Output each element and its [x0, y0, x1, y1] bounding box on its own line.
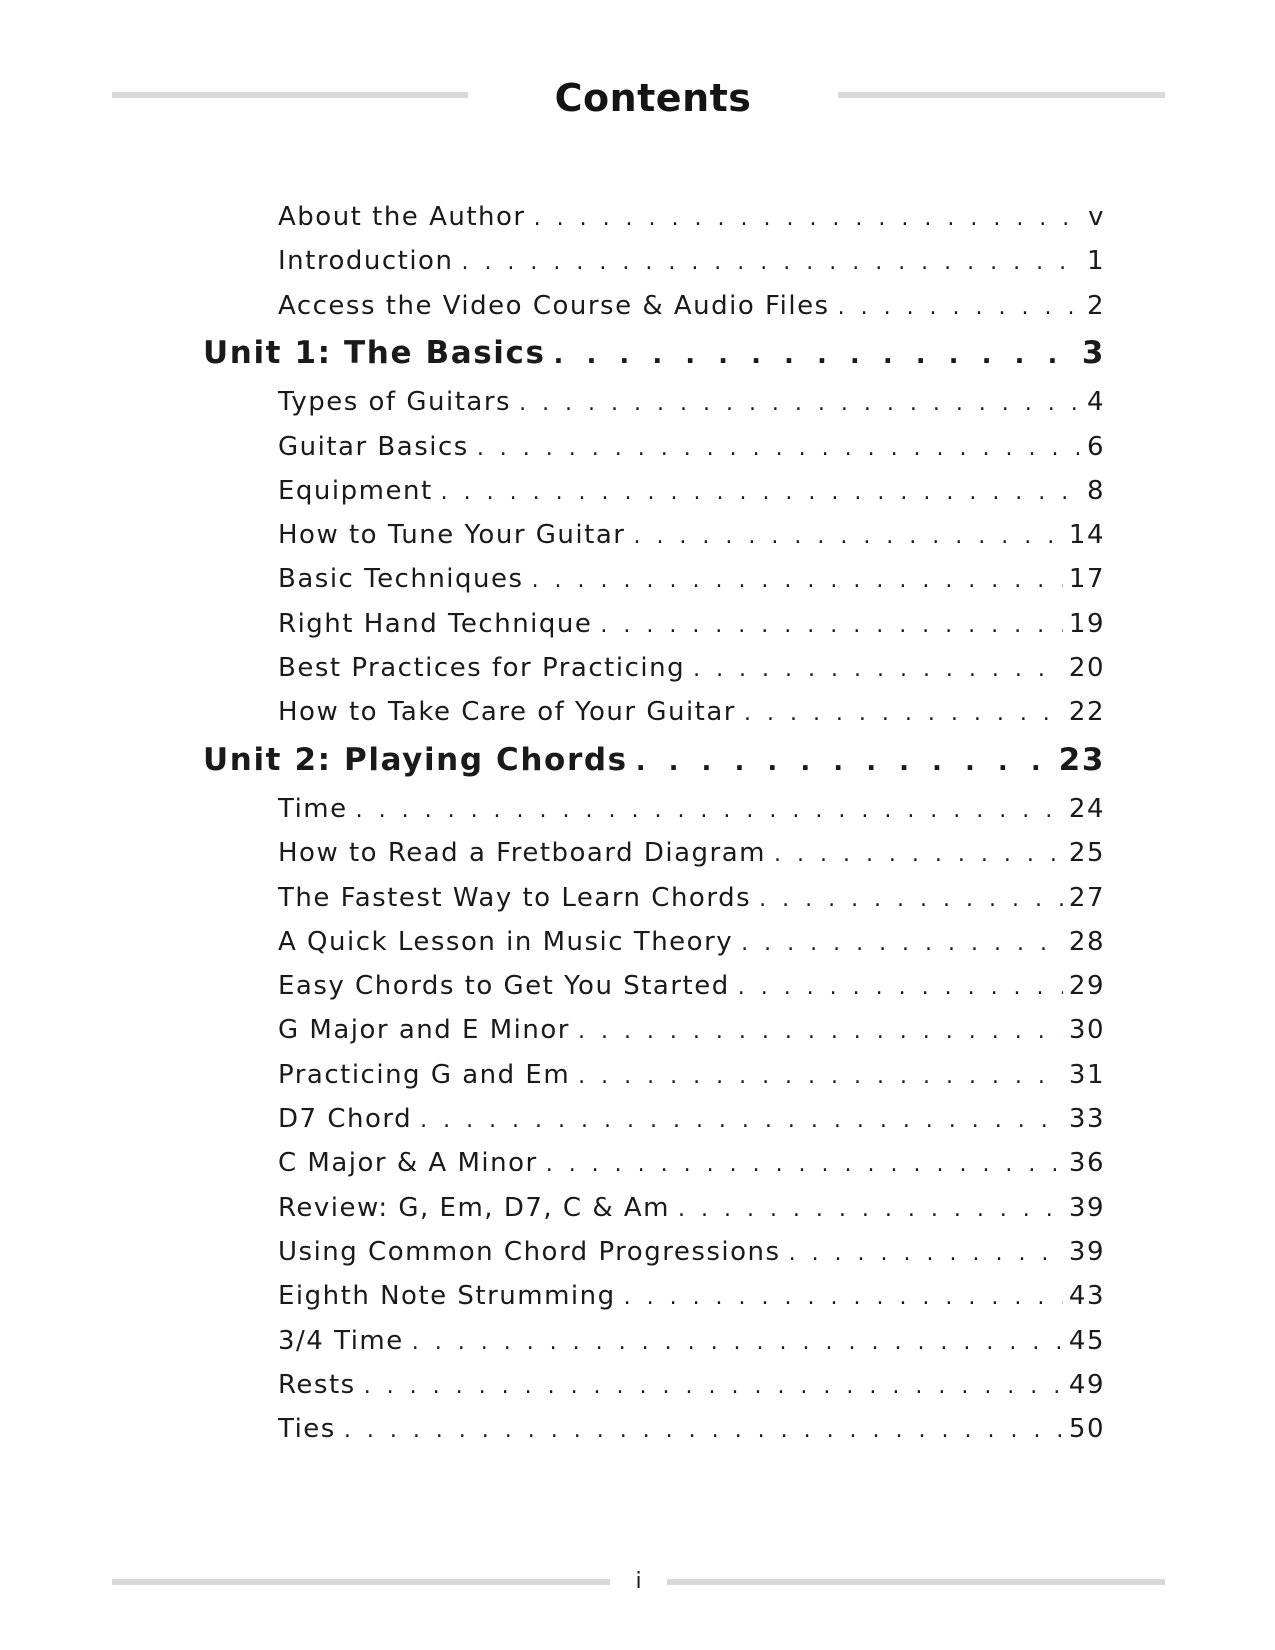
toc-page-number: 27: [1068, 882, 1105, 913]
toc-page-number: 6: [1086, 431, 1105, 462]
toc-page-number: 25: [1068, 838, 1105, 869]
toc-entry[interactable]: [278, 651, 1105, 687]
toc-page-number: 4: [1086, 387, 1105, 418]
page-title: Contents: [554, 76, 752, 120]
toc-entry[interactable]: [278, 695, 1105, 731]
toc-page-number: 17: [1068, 564, 1105, 595]
toc-label: The Fastest Way to Learn Chords: [278, 882, 752, 913]
toc-label: Eighth Note Strumming: [278, 1281, 616, 1312]
toc-label: Ties: [278, 1414, 336, 1445]
toc-label: Unit 1: The Basics: [203, 334, 546, 371]
dot-leader: [554, 333, 1076, 375]
toc-label: Introduction: [278, 246, 454, 277]
toc-entry[interactable]: [278, 1324, 1105, 1360]
toc-label: Practicing G and Em: [278, 1059, 571, 1090]
toc-page-number: 8: [1086, 475, 1105, 506]
footer-rule-right: [667, 1579, 1165, 1585]
dot-leader: [578, 1013, 1063, 1049]
toc-label: Using Common Chord Progressions: [278, 1236, 781, 1267]
toc-label: How to Take Care of Your Guitar: [278, 697, 736, 728]
dot-leader: [356, 792, 1063, 828]
toc-label: Time: [278, 793, 348, 824]
toc-label: How to Tune Your Guitar: [278, 520, 626, 551]
dot-leader: [546, 1146, 1063, 1182]
toc-entry[interactable]: [278, 1412, 1105, 1448]
toc-entry[interactable]: [278, 562, 1105, 598]
toc-label: A Quick Lesson in Music Theory: [278, 926, 734, 957]
dot-leader: [741, 925, 1063, 961]
page-number: i: [635, 1569, 642, 1594]
dot-leader: [461, 244, 1079, 280]
toc-page-number: 36: [1068, 1148, 1105, 1179]
toc-page-number: 3: [1081, 334, 1105, 371]
toc-page-number: 20: [1068, 653, 1105, 683]
toc-entry[interactable]: [278, 1191, 1105, 1227]
toc-entry[interactable]: [278, 289, 1105, 325]
toc-page-number: 1: [1086, 246, 1105, 277]
toc-entry[interactable]: [278, 200, 1105, 236]
toc-label: D7 Chord: [278, 1104, 413, 1134]
toc-page-number: 33: [1068, 1104, 1105, 1134]
dot-leader: [420, 1102, 1063, 1138]
dot-leader: [364, 1368, 1063, 1404]
dot-leader: [693, 651, 1063, 687]
toc-page-number: 39: [1068, 1236, 1105, 1267]
toc-label: Basic Techniques: [278, 564, 524, 595]
toc-page-number: 28: [1068, 926, 1105, 957]
toc-entry[interactable]: [278, 881, 1105, 917]
toc-label: Unit 2: Playing Chords: [203, 741, 628, 778]
toc-page-number: 22: [1068, 697, 1105, 728]
toc-page-number: 2: [1086, 290, 1105, 321]
toc-label: Easy Chords to Get You Started: [278, 971, 730, 1002]
toc-page-number: 49: [1068, 1369, 1105, 1400]
dot-leader: [441, 474, 1079, 510]
toc-label: Guitar Basics: [278, 431, 469, 462]
toc-label: About the Author: [278, 202, 526, 232]
toc-label: Review: G, Em, D7, C & Am: [278, 1192, 670, 1223]
toc-label: G Major and E Minor: [278, 1015, 570, 1046]
toc-unit-heading[interactable]: [203, 740, 1105, 782]
dot-leader: [633, 518, 1062, 554]
toc-label: Rests: [278, 1369, 356, 1400]
dot-leader: [578, 1058, 1063, 1094]
dot-leader: [789, 1235, 1063, 1271]
toc-page-number: 23: [1058, 741, 1105, 778]
toc-page-number: 43: [1068, 1281, 1105, 1312]
toc-page-number: 50: [1068, 1414, 1105, 1445]
dot-leader: [412, 1324, 1063, 1360]
toc-entry[interactable]: [278, 244, 1105, 280]
toc-page-number: 19: [1068, 608, 1105, 639]
toc-entry[interactable]: [278, 1058, 1105, 1094]
toc-entry[interactable]: [278, 925, 1105, 961]
toc-entry[interactable]: [278, 607, 1105, 643]
toc-entry[interactable]: [278, 1146, 1105, 1182]
toc-entry[interactable]: [278, 836, 1105, 872]
dot-leader: [678, 1191, 1063, 1227]
dot-leader: [759, 881, 1063, 917]
dot-leader: [624, 1279, 1063, 1315]
toc-label: Types of Guitars: [278, 387, 512, 418]
toc-entry[interactable]: [278, 474, 1105, 510]
dot-leader: [738, 969, 1063, 1005]
toc-label: Equipment: [278, 475, 433, 506]
toc-label: Access the Video Course & Audio Files: [278, 290, 830, 321]
dot-leader: [744, 695, 1063, 731]
toc-entry[interactable]: [278, 969, 1105, 1005]
toc-entry[interactable]: [278, 1102, 1105, 1138]
dot-leader: [534, 200, 1079, 236]
toc-label: How to Read a Fretboard Diagram: [278, 838, 766, 869]
toc-page-number: v: [1088, 202, 1105, 232]
toc-page-number: 24: [1068, 793, 1105, 824]
toc-entry[interactable]: [278, 1013, 1105, 1049]
toc-page-number: 29: [1068, 971, 1105, 1002]
toc-page-number: 45: [1068, 1325, 1105, 1356]
toc-entry[interactable]: [278, 430, 1105, 466]
dot-leader: [477, 430, 1079, 466]
toc-label: 3/4 Time: [278, 1325, 404, 1356]
dot-leader: [838, 289, 1079, 325]
toc-entry[interactable]: [278, 385, 1105, 421]
toc-entry[interactable]: [278, 792, 1105, 828]
dot-leader: [636, 740, 1053, 782]
toc-unit-heading[interactable]: [203, 333, 1105, 375]
dot-leader: [519, 385, 1079, 421]
title-rule-right: [838, 92, 1165, 98]
toc-entry[interactable]: [278, 1368, 1105, 1404]
toc-entry[interactable]: [278, 1235, 1105, 1271]
toc-page-number: 39: [1068, 1192, 1105, 1223]
dot-leader: [532, 562, 1063, 598]
toc-entry[interactable]: [278, 1279, 1105, 1315]
toc-page-number: 31: [1068, 1059, 1105, 1090]
dot-leader: [344, 1412, 1063, 1448]
toc-page-number: 14: [1068, 520, 1105, 551]
toc-label: C Major & A Minor: [278, 1148, 538, 1179]
toc-label: Best Practices for Practicing: [278, 653, 686, 683]
footer-rule-left: [112, 1579, 610, 1585]
toc-entry[interactable]: [278, 518, 1105, 554]
title-rule-left: [112, 92, 468, 98]
toc-label: Right Hand Technique: [278, 608, 593, 639]
toc-page-number: 30: [1068, 1015, 1105, 1046]
dot-leader: [774, 836, 1063, 872]
dot-leader: [600, 607, 1063, 643]
